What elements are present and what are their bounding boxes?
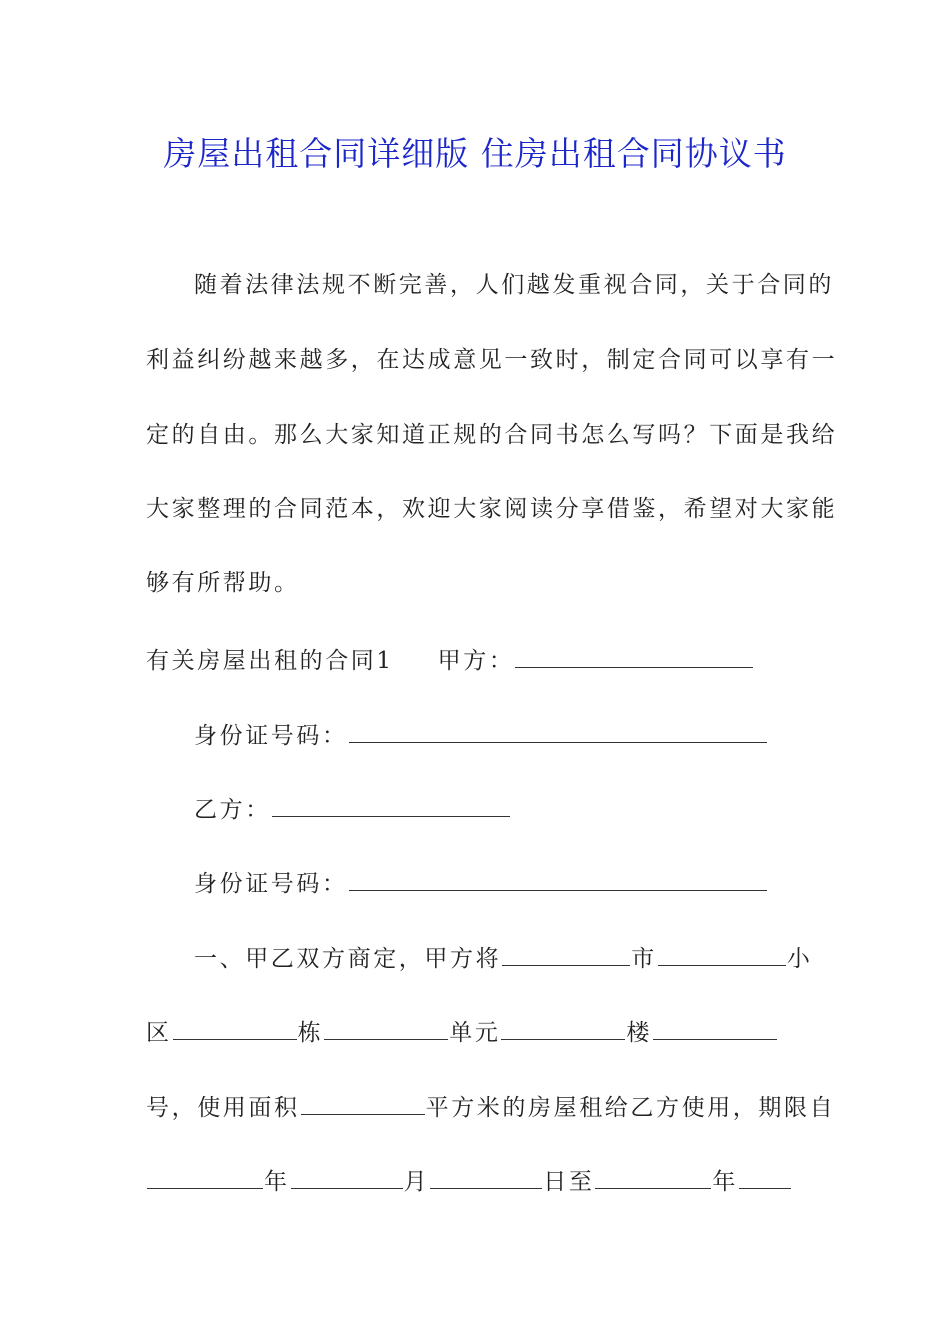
start-day-blank [430,1166,542,1189]
party-a-row [146,645,754,676]
clause1-text-d: 区 [146,1020,172,1046]
party-a-blank [515,645,753,668]
community-blank [173,1017,297,1040]
party-b-id-blank [349,868,767,891]
party-a-id-blank [349,720,767,743]
district-blank [658,943,786,966]
clause1-text-c: 小 [786,946,813,972]
clause1-text-m: 年 [712,1169,739,1195]
document-title: 房屋出租合同详细版 住房出租合同协议书 [163,134,787,173]
start-year-blank [147,1166,263,1189]
party-b-id-label: 身份证号码： [194,871,348,897]
start-month-blank [291,1166,403,1189]
clause1-text-f: 单元 [449,1020,501,1046]
clause1-text-e: 栋 [297,1020,324,1046]
clause1-line-2 [146,1017,778,1048]
party-b-blank [272,794,510,817]
contract-heading: 有关房屋出租的合同1 [146,648,394,674]
city-blank [502,943,630,966]
party-b-id-row [194,868,768,899]
clause1-text-b: 市 [631,946,657,972]
intro-line-1: 随着法律法规不断完善，人们越发重视合同，关于合同的 [194,272,834,298]
party-b-label: 乙方： [194,797,271,823]
end-month-blank [739,1166,791,1189]
clause1-line-4 [146,1166,792,1197]
intro-line-2: 利益纠纷越来越多，在达成意见一致时，制定合同可以享有一 [146,347,838,373]
clause1-text-j: 年 [264,1169,290,1195]
party-a-id-row [194,720,768,751]
unit-blank [501,1017,625,1040]
clause1-text-l: 日至 [543,1169,595,1195]
intro-line-4: 大家整理的合同范本，欢迎大家阅读分享借鉴，希望对大家能 [146,496,838,522]
clause1-line-1 [194,943,812,974]
intro-line-3: 定的自由。那么大家知道正规的合同书怎么写吗？下面是我给 [146,422,838,448]
end-year-blank [595,1166,711,1189]
intro-line-5: 够有所帮助。 [146,570,300,596]
clause1-text-g: 楼 [626,1020,653,1046]
clause1-text-i: 平方米的房屋租给乙方使用，期限自 [425,1095,836,1121]
area-blank [301,1092,425,1115]
party-b-row [194,794,511,825]
party-a-id-label: 身份证号码： [194,723,348,749]
clause1-text-h: 号，使用面积 [146,1095,300,1121]
party-a-label: 甲方： [437,648,515,674]
floor-blank [653,1017,777,1040]
clause1-text-a: 一、甲乙双方商定，甲方将 [194,946,502,972]
clause1-line-3 [146,1092,835,1123]
clause1-text-k: 月 [403,1169,430,1195]
building-blank [324,1017,448,1040]
